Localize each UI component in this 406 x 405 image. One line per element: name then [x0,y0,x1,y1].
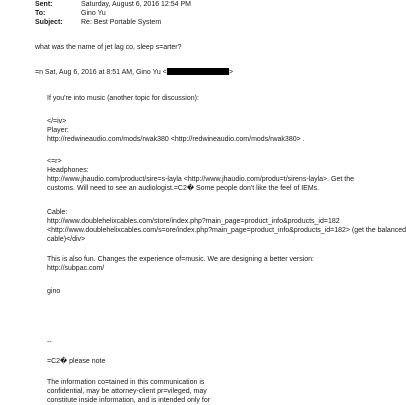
cable-link-line2[interactable]: <http://www.doublehelixcables.com/s=ore/index.php?main_page=product_info&products_id=182> (get the balanced [47,227,406,234]
sent-label: Sent: [35,1,53,8]
headphones-label: Headphones: [47,167,89,174]
fun-line: This is also fun. Changes the experience of=music. We are designing a better version: [47,256,314,263]
quote-intro-suffix: > [228,69,233,76]
to-value: Gino Yu [81,10,106,17]
confidentiality-line1: The information co=tained in this communication is [47,379,205,386]
cable-label: Cable: [47,209,68,216]
headphones-link-line[interactable]: http://www.jhaudio.com/product/sire=s-layla <http://www.jhaudio.com/produ=t/sirens-layla>. Get the [47,176,354,183]
cable-link-line3: cable)</div> [47,236,86,243]
headphones-note-line: customs. Will need to see an audiologist.=C2� Some people don't like the feel of IEMs. [47,185,320,192]
please-note-line: =C2� please note [47,358,106,365]
cable-link-line1[interactable]: http://www.doublehelixcables.com/store/index.php?main_page=product_info&products_id=182 [47,218,340,225]
quote-intro [35,68,233,77]
confidentiality-line2: confidential, may be attorney-client pr=vileged, may [47,388,207,395]
br-tag: <=r> [47,158,62,165]
music-intro: If you're into music (another topic for discussion): [47,95,199,102]
to-row [35,9,106,18]
signature-dashes: -- [47,339,52,346]
player-link[interactable]: http://redwineaudio.com/mods/rwak380 <http://redwineaudio.com/mods/rwak380> . [47,136,305,143]
to-label: To: [35,10,46,17]
div-close-tag: </=iv> [47,118,67,125]
redaction-box [167,68,229,75]
subpac-link[interactable]: http://subpac.com/ [47,265,105,272]
quote-intro-prefix: =n Sat, Aug 6, 2016 at 8:51 AM, Gino Yu < [35,69,167,76]
subject-label: Subject: [35,19,63,26]
confidentiality-line3: constitute inside information, and is intended only for [47,397,211,404]
question-line: what was the name of jet lag co, sleep s=arter? [35,44,182,51]
subject-value: Re: Best Portable System [81,19,162,26]
sent-value: Saturday, August 6, 2016 12:54 PM [81,1,192,8]
sent-row [35,0,191,9]
subject-row [35,18,161,27]
player-label: Player: [47,127,69,134]
signature: gino [47,288,61,295]
